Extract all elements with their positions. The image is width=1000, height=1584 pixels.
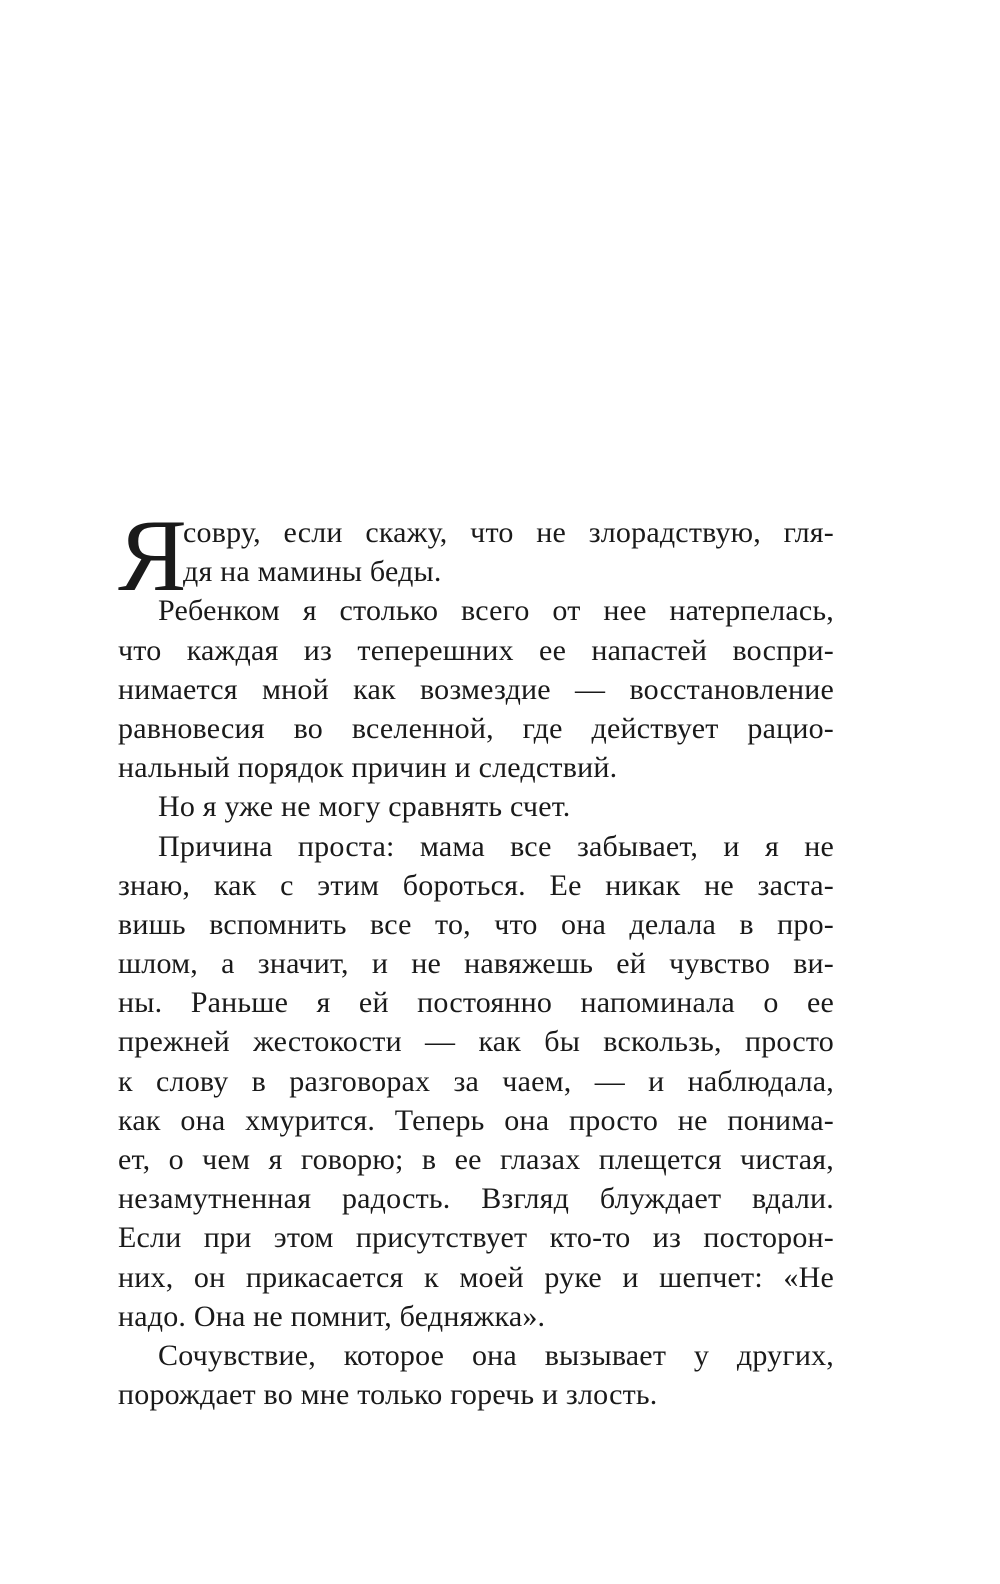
text-line: Сочувствие, которое она вызывает у других, xyxy=(158,1338,834,1372)
drop-cap: Я xyxy=(118,499,187,613)
chapter-text xyxy=(118,499,834,1414)
text-line: Причина проста: мама все забывает, и я не xyxy=(158,829,834,863)
text-line: нимается мной как возмездие — восстановление xyxy=(118,672,834,706)
text-line: надо. Она не помнит, бедняжка». xyxy=(118,1299,546,1333)
text-line: совру, если скажу, что не злорадствую, гля- xyxy=(183,516,834,549)
text-line: порождает во мне только горечь и злость. xyxy=(118,1378,658,1412)
text-line: к слову в разговорах за чаем, — и наблюдала, xyxy=(118,1064,834,1098)
text-line: дя на мамины беды. xyxy=(183,555,442,589)
text-line: вишь вспомнить все то, что она делала в про- xyxy=(118,907,834,941)
text-line: равновесия во вселенной, где действует рацио- xyxy=(118,711,834,745)
text-line: что каждая из теперешних ее напастей воспри- xyxy=(118,633,834,667)
text-line: нальный порядок причин и следствий. xyxy=(118,751,618,785)
text-line: прежней жестокости — как бы вскользь, просто xyxy=(118,1025,834,1059)
text-line: знаю, как с этим бороться. Ее никак не заста- xyxy=(118,868,834,902)
text-line: Ребенком я столько всего от нее натерпелась, xyxy=(158,594,834,628)
text-line: шлом, а значит, и не навяжешь ей чувство ви- xyxy=(118,947,834,981)
text-line: незамутненная радость. Взгляд блуждает вдали. xyxy=(118,1182,834,1216)
text-line: как она хмурится. Теперь она просто не понима- xyxy=(118,1103,834,1137)
text-line: Но я уже не могу сравнять счет. xyxy=(158,790,571,824)
text-line: Если при этом присутствует кто-то из посторон- xyxy=(118,1221,834,1255)
text-line: ны. Раньше я ей постоянно напоминала о ее xyxy=(118,986,834,1020)
text-line: них, он прикасается к моей руке и шепчет: «Не xyxy=(118,1260,834,1294)
text-line: ет, о чем я говорю; в ее глазах плещется чистая, xyxy=(118,1143,834,1176)
